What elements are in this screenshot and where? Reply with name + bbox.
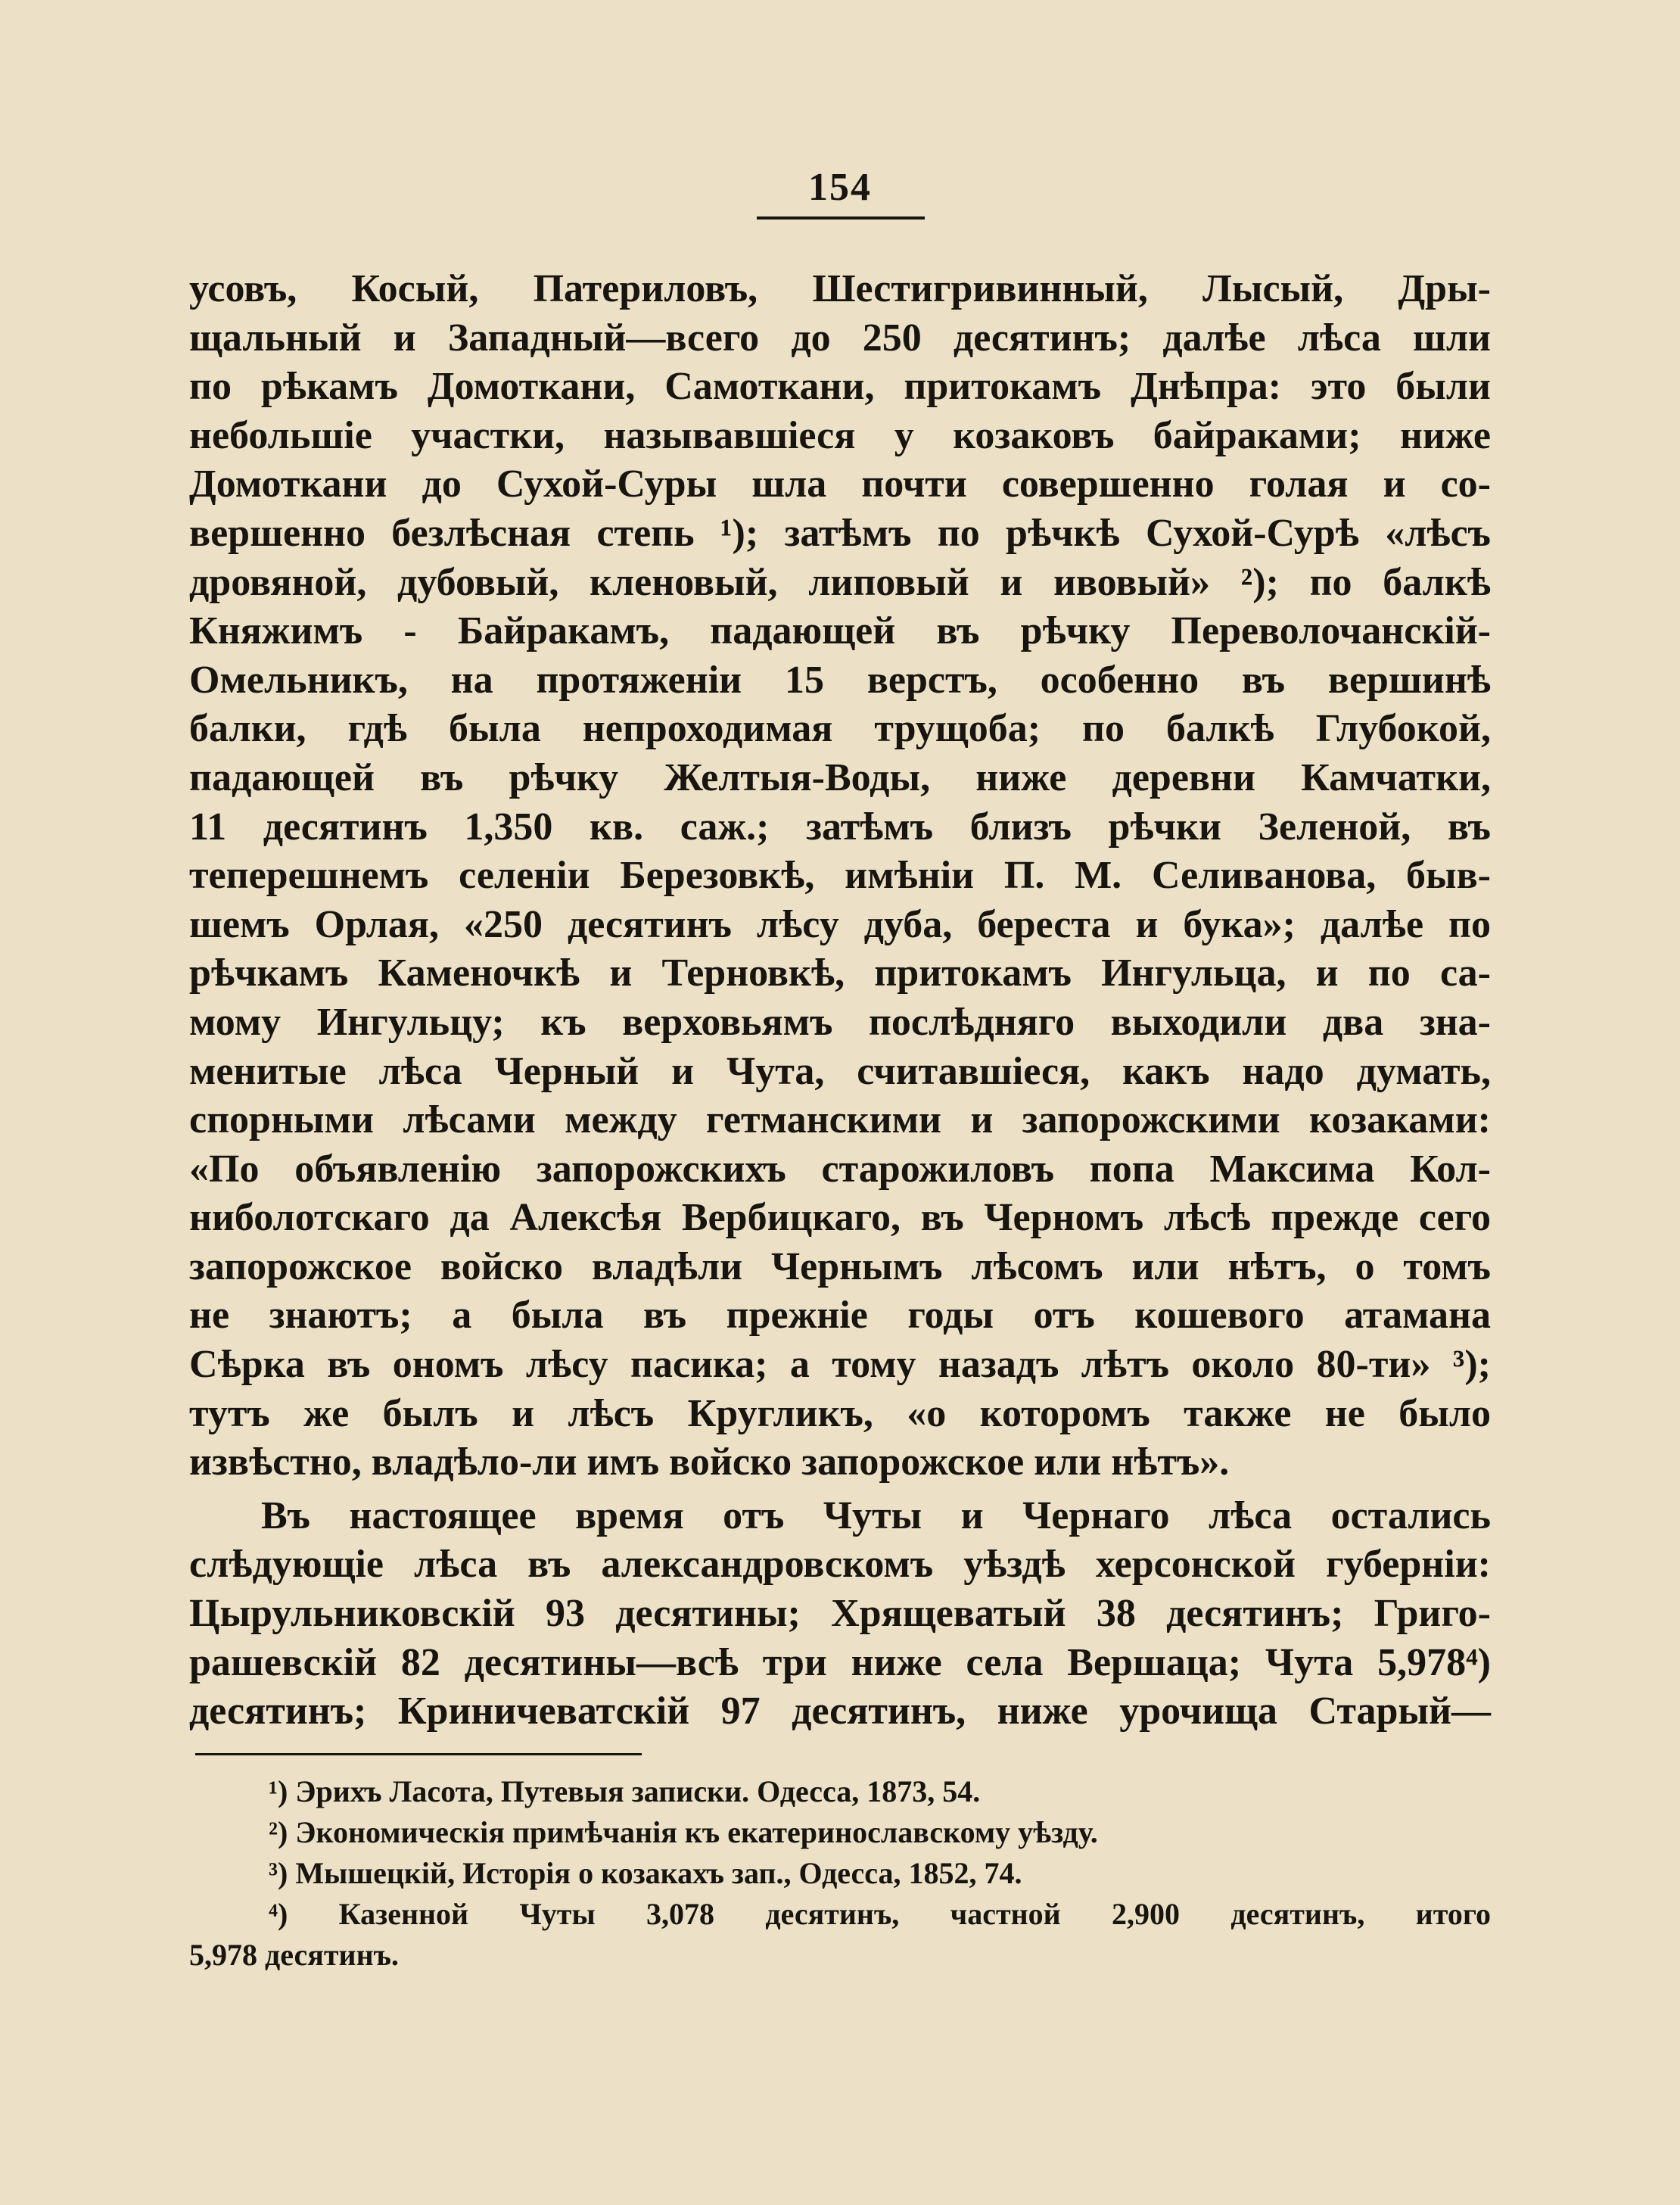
body-line: спорными лѣсами между гетманскими и запорожскими козаками: bbox=[189, 1098, 1491, 1142]
body-line: по рѣкамъ Домоткани, Самоткани, притокамъ Днѣпра: это были bbox=[189, 365, 1491, 409]
body-line: балки, гдѣ была непроходимая трущоба; по балкѣ Глубокой, bbox=[189, 707, 1491, 751]
page-number-rule bbox=[757, 216, 925, 220]
body-line: теперешнемъ селеніи Березовкѣ, имѣніи П. М. Селиванова, быв- bbox=[189, 854, 1491, 898]
body-line: мому Ингульцу; къ верховьямъ послѣдняго выходили два зна- bbox=[189, 1000, 1491, 1044]
footnote-4: ⁴) Казенной Чуты 3,078 десятинъ, частной 2,900 десятинъ, итого bbox=[269, 1897, 1491, 1931]
body-line: рѣчкамъ Каменочкѣ и Терновкѣ, притокамъ Ингульца, и по са- bbox=[189, 951, 1491, 995]
body-line: Домоткани до Сухой-Суры шла почти совершенно голая и со- bbox=[189, 462, 1491, 506]
body-line: слѣдующіе лѣса въ александровскомъ уѣздѣ херсонской губерніи: bbox=[189, 1543, 1491, 1587]
footnote-2: ²) Экономическія примѣчанія къ екатеринославскому уѣзду. bbox=[269, 1815, 1098, 1849]
body-line: щальный и Западный—всего до 250 десятинъ; далѣе лѣса шли bbox=[189, 316, 1491, 360]
footnote-1: ¹) Эрихъ Ласота, Путевыя записки. Одесса, 1873, 54. bbox=[269, 1774, 981, 1808]
footnote-3: ³) Мышецкій, Исторія о козакахъ зап., Одесса, 1852, 74. bbox=[269, 1856, 1022, 1890]
body-line: усовъ, Косый, Патериловъ, Шестигривинный, Лысый, Дры- bbox=[189, 267, 1491, 310]
body-line: «По объявленію запорожскихъ старожиловъ попа Максима Кол- bbox=[189, 1147, 1491, 1191]
body-line: не знаютъ; а была въ прежніе годы отъ кошевого атамана bbox=[189, 1294, 1491, 1338]
body-line: вершенно безлѣсная степь ¹); затѣмъ по рѣчкѣ Сухой-Сурѣ «лѣсъ bbox=[189, 511, 1491, 555]
body-line: рашевскій 82 десятины—всѣ три ниже села Вершаца; Чута 5,978⁴) bbox=[189, 1640, 1491, 1684]
body-line: Сѣрка въ ономъ лѣсу пасика; а тому назадъ лѣтъ около 80-ти» ³); bbox=[189, 1343, 1491, 1387]
footnote-4-continued: 5,978 десятинъ. bbox=[189, 1938, 399, 1972]
body-line: 11 десятинъ 1,350 кв. саж.; затѣмъ близъ рѣчки Зеленой, въ bbox=[189, 805, 1491, 849]
body-line: Княжимъ - Байракамъ, падающей въ рѣчку Переволочанскій- bbox=[189, 609, 1491, 653]
body-line: извѣстно, владѣло-ли имъ войско запорожское или нѣтъ». bbox=[189, 1440, 1230, 1484]
footnotes bbox=[189, 1771, 1491, 1976]
body-line: Въ настоящее время отъ Чуты и Чернаго лѣса остались bbox=[261, 1493, 1491, 1537]
body-line: небольшіе участки, называвшіеся у козаковъ байраками; ниже bbox=[189, 413, 1491, 457]
body-line: дровяной, дубовый, кленовый, липовый и ивовый» ²); по балкѣ bbox=[189, 560, 1491, 604]
body-line: запорожское войско владѣли Чернымъ лѣсомъ или нѣтъ, о томъ bbox=[189, 1244, 1491, 1288]
body-text bbox=[189, 265, 1491, 1736]
footnote-rule bbox=[195, 1753, 642, 1755]
body-line: ниболотскаго да Алексѣя Вербицкаго, въ Черномъ лѣсѣ прежде сего bbox=[189, 1196, 1491, 1240]
body-line: шемъ Орлая, «250 десятинъ лѣсу дуба, береста и бука»; далѣе по bbox=[189, 902, 1491, 946]
body-line: падающей въ рѣчку Желтыя-Воды, ниже деревни Камчатки, bbox=[189, 755, 1491, 799]
body-line: менитые лѣса Черный и Чута, считавшіеся, какъ надо думать, bbox=[189, 1049, 1491, 1093]
body-line: Омельникъ, на протяженіи 15 верстъ, особенно въ вершинѣ bbox=[189, 658, 1491, 702]
page-number: 154 bbox=[808, 166, 872, 209]
body-line: Цырульниковскій 93 десятины; Хрящеватый 38 десятинъ; Григо- bbox=[189, 1592, 1491, 1636]
body-line: десятинъ; Криничеватскій 97 десятинъ, ниже урочища Старый— bbox=[189, 1690, 1491, 1733]
body-line: тутъ же былъ и лѣсъ Кругликъ, «о которомъ также не было bbox=[189, 1391, 1491, 1435]
